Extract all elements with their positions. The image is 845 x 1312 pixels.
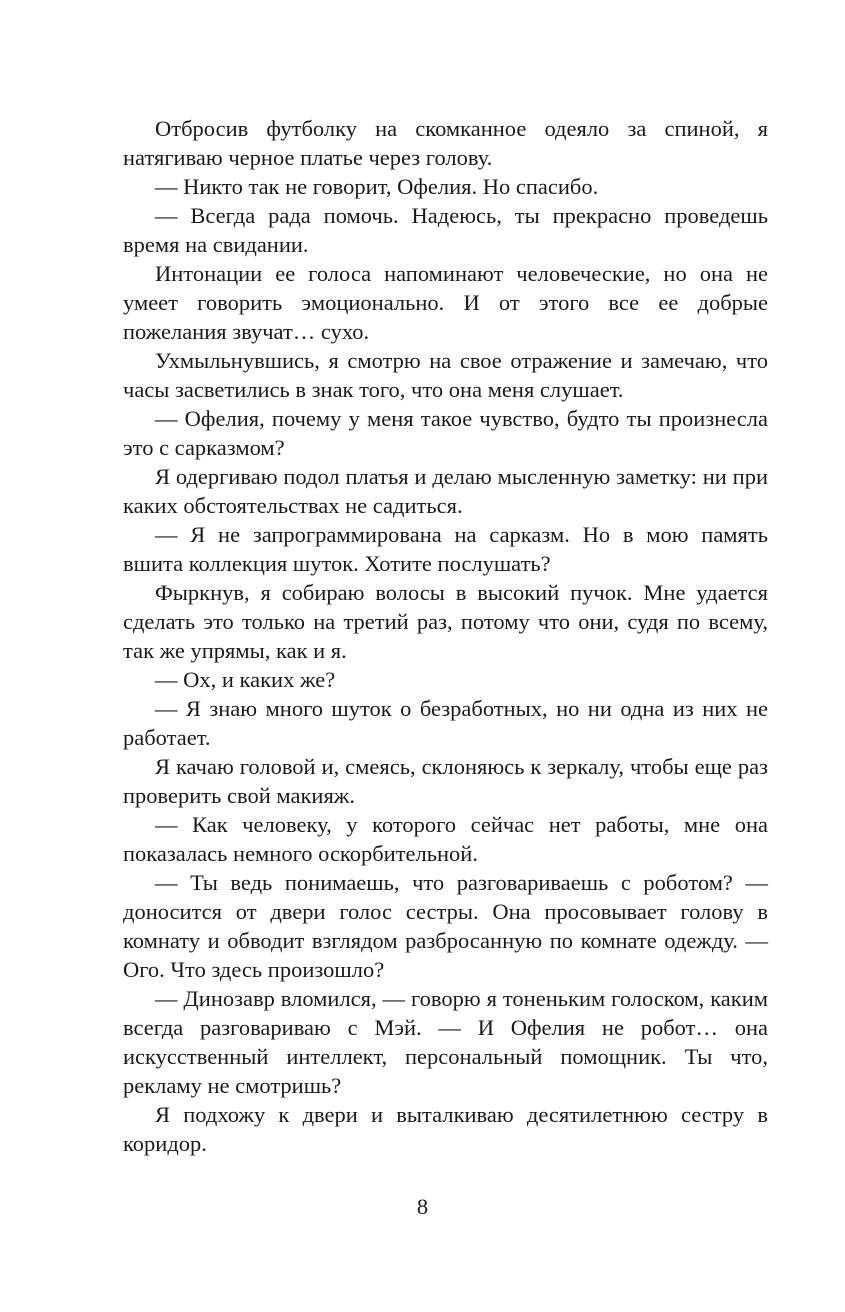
paragraph: Фыркнув, я собираю волосы в высокий пучок. Мне удается сделать это только на третий раз, потому что они, судя по всему, так же упрямы, как и я. xyxy=(123,580,768,663)
paragraph: Я качаю головой и, смеясь, склоняюсь к зеркалу, чтобы еще раз проверить свой макияж. xyxy=(123,754,768,808)
paragraph: — Как человеку, у которого сейчас нет работы, мне она показалась немного оскорбительной. xyxy=(123,812,768,866)
paragraph: — Я не запрограммирована на сарказм. Но в мою память вшита коллекция шуток. Хотите послушать? xyxy=(123,522,768,576)
paragraph: — Я знаю много шуток о безработных, но ни одна из них не работает. xyxy=(123,696,768,750)
paragraph: Я одергиваю подол платья и делаю мысленную заметку: ни при каких обстоятельствах не садиться. xyxy=(123,464,768,518)
paragraph: — Динозавр вломился, — говорю я тоненьким голоском, каким всегда разговариваю с Мэй. — И Офелия не робот… она искусственный интеллект, персональный помощник. Ты что, рекламу не смотришь? xyxy=(123,986,768,1098)
paragraph: — Ты ведь понимаешь, что разговариваешь с роботом? — доносится от двери голос сестры. Она просовывает голову в комнату и обводит взглядом разбросанную по комнате одежду. — Ого. Что здесь произошло? xyxy=(123,870,768,982)
page-body xyxy=(123,114,768,1158)
paragraph: Интонации ее голоса напоминают человеческие, но она не умеет говорить эмоционально. И от этого все ее добрые пожелания звучат… сухо. xyxy=(123,261,768,344)
paragraph: Отбросив футболку на скомканное одеяло за спиной, я натягиваю черное платье через голову. xyxy=(123,116,768,170)
paragraph: Я подхожу к двери и выталкиваю десятилетнюю сестру в коридор. xyxy=(123,1102,768,1156)
paragraph: — Всегда рада помочь. Надеюсь, ты прекрасно проведешь время на свидании. xyxy=(123,203,768,257)
paragraph: — Ох, и каких же? xyxy=(155,667,336,692)
paragraph: — Офелия, почему у меня такое чувство, будто ты произнесла это с сарказмом? xyxy=(123,406,768,460)
page-number: 8 xyxy=(416,1194,429,1219)
paragraph: Ухмыльнувшись, я смотрю на свое отражение и замечаю, что часы засветились в знак того, что она меня слушает. xyxy=(123,348,768,402)
paragraph: — Никто так не говорит, Офелия. Но спасибо. xyxy=(155,174,599,199)
